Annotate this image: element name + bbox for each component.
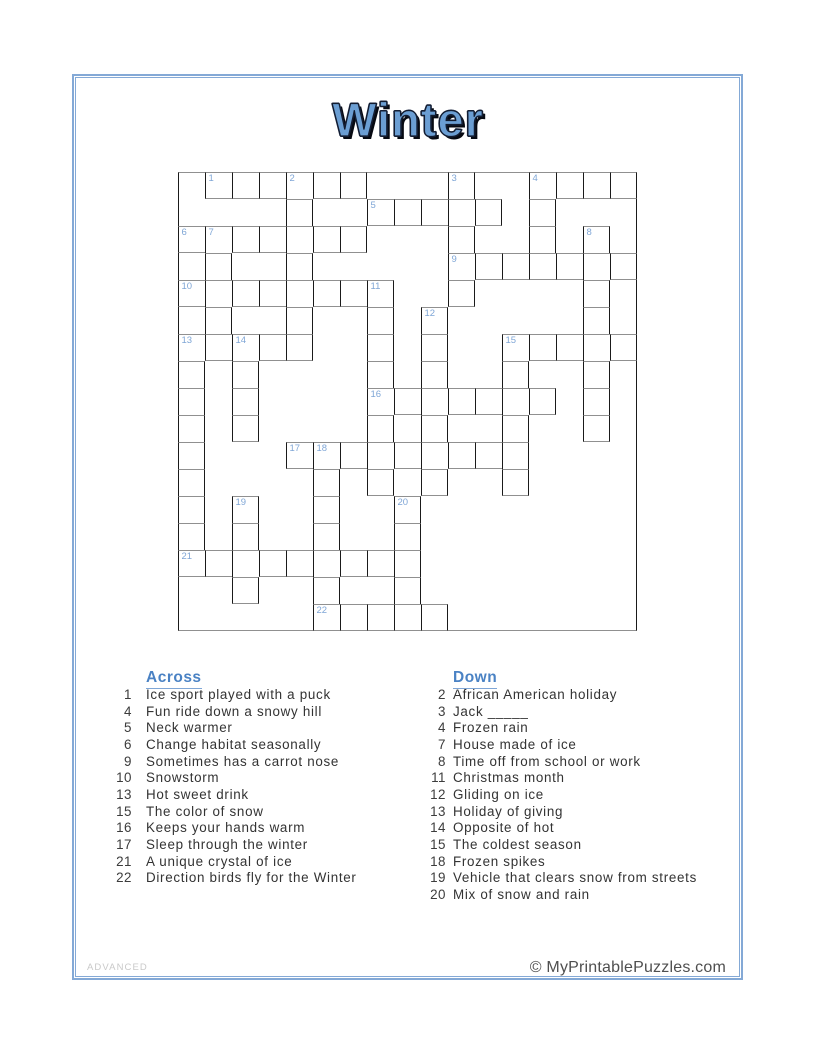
cell-number: 18 — [316, 443, 328, 454]
grid-cell[interactable] — [232, 280, 259, 307]
clue-text: The color of snow — [146, 803, 264, 819]
clue-number: 14 — [430, 820, 446, 836]
clue-row — [418, 737, 697, 754]
grid-cell[interactable] — [394, 496, 421, 523]
grid-cell[interactable] — [367, 469, 394, 496]
grid-cell[interactable] — [421, 415, 448, 442]
grid-cell[interactable] — [394, 523, 421, 550]
grid-cell[interactable] — [475, 442, 502, 469]
grid-cell[interactable] — [340, 442, 367, 469]
grid-cell[interactable] — [178, 361, 205, 388]
grid-cell[interactable] — [502, 253, 529, 280]
clue-text: Christmas month — [453, 770, 565, 786]
clue-text: House made of ice — [453, 736, 577, 752]
clue-text: Vehicle that clears snow from streets — [453, 870, 697, 886]
grid-cell[interactable] — [529, 226, 556, 253]
grid-cell[interactable] — [178, 442, 205, 469]
clue-number: 22 — [116, 870, 132, 886]
grid-cell[interactable] — [340, 172, 367, 199]
grid-cell[interactable] — [394, 199, 421, 226]
clue-number: 18 — [430, 853, 446, 869]
grid-cell[interactable] — [313, 496, 340, 523]
clue-text: Fun ride down a snowy hill — [146, 703, 322, 719]
grid-cell[interactable] — [367, 199, 394, 226]
grid-cell[interactable] — [421, 199, 448, 226]
grid-cell[interactable] — [448, 199, 475, 226]
clue-text: Hot sweet drink — [146, 786, 249, 802]
clue-text: Time off from school or work — [453, 753, 641, 769]
cell-number: 1 — [208, 173, 214, 184]
clue-number: 13 — [430, 803, 446, 819]
clue-text: Sleep through the winter — [146, 836, 308, 852]
grid-cell[interactable] — [259, 226, 286, 253]
down-header: Down — [453, 669, 497, 689]
grid-cell[interactable] — [556, 253, 583, 280]
cell-number: 11 — [370, 281, 381, 292]
clue-row — [104, 854, 357, 871]
cell-number: 9 — [451, 254, 457, 265]
clue-number: 5 — [124, 720, 132, 736]
grid-cell[interactable] — [313, 172, 340, 199]
grid-cell[interactable] — [313, 604, 340, 631]
clue-row — [418, 687, 697, 704]
grid-cell[interactable] — [394, 550, 421, 577]
clue-text: Opposite of hot — [453, 820, 555, 836]
grid-cell[interactable] — [178, 226, 205, 253]
crossword-grid — [178, 172, 637, 631]
grid-cell[interactable] — [178, 388, 205, 415]
grid-cell[interactable] — [232, 496, 259, 523]
clue-text: Direction birds fly for the Winter — [146, 870, 357, 886]
clue-number: 8 — [438, 753, 446, 769]
clue-number: 15 — [116, 803, 132, 819]
clue-number: 4 — [124, 703, 132, 719]
grid-cell[interactable] — [529, 253, 556, 280]
cell-number: 19 — [235, 497, 247, 508]
clue-row — [104, 737, 357, 754]
clue-text: Holiday of giving — [453, 803, 564, 819]
grid-cell[interactable] — [583, 280, 610, 307]
clue-number: 2 — [438, 687, 446, 702]
grid-cell[interactable] — [583, 334, 610, 361]
clue-number: 10 — [116, 770, 132, 786]
grid-cell[interactable] — [340, 604, 367, 631]
grid-cell[interactable] — [205, 172, 232, 199]
clue-number: 3 — [438, 703, 446, 719]
clue-number: 15 — [430, 836, 446, 852]
clue-row — [104, 704, 357, 721]
clue-row — [104, 770, 357, 787]
clue-number: 21 — [116, 853, 132, 869]
clue-row — [104, 787, 357, 804]
grid-cell[interactable] — [502, 469, 529, 496]
grid-cell[interactable] — [232, 388, 259, 415]
clue-text: African American holiday — [453, 687, 618, 702]
grid-cell[interactable] — [502, 442, 529, 469]
clue-text: A unique crystal of ice — [146, 853, 293, 869]
clue-row — [418, 837, 697, 854]
clue-text: Frozen rain — [453, 720, 529, 736]
clue-number: 1 — [124, 687, 132, 702]
grid-cell[interactable] — [367, 388, 394, 415]
grid-cell[interactable] — [448, 388, 475, 415]
grid-cell[interactable] — [313, 280, 340, 307]
grid-cell[interactable] — [421, 469, 448, 496]
clue-row — [418, 820, 697, 837]
grid-cell[interactable] — [313, 469, 340, 496]
grid-cell[interactable] — [232, 172, 259, 199]
grid-cell[interactable] — [232, 334, 259, 361]
grid-cell[interactable] — [394, 577, 421, 604]
grid-cell[interactable] — [502, 415, 529, 442]
clue-text: Ice sport played with a puck — [146, 687, 331, 702]
grid-cell[interactable] — [286, 253, 313, 280]
grid-cell[interactable] — [178, 334, 205, 361]
grid-cell[interactable] — [286, 442, 313, 469]
grid-cell[interactable] — [475, 388, 502, 415]
clue-row — [418, 704, 697, 721]
cell-number: 17 — [289, 443, 301, 454]
across-header: Across — [146, 669, 202, 689]
grid-cell[interactable] — [610, 334, 637, 361]
clue-number: 7 — [438, 736, 446, 752]
grid-cell[interactable] — [448, 280, 475, 307]
grid-cell[interactable] — [367, 334, 394, 361]
grid-cell[interactable] — [259, 172, 286, 199]
down-section — [453, 669, 497, 689]
grid-cell[interactable] — [448, 172, 475, 199]
grid-cell[interactable] — [421, 307, 448, 334]
grid-cell[interactable] — [178, 415, 205, 442]
grid-cell[interactable] — [448, 253, 475, 280]
grid-cell[interactable] — [556, 172, 583, 199]
clue-row — [104, 837, 357, 854]
down-clue-list — [418, 687, 697, 904]
grid-cell[interactable] — [475, 253, 502, 280]
grid-cell[interactable] — [178, 280, 205, 307]
grid-cell[interactable] — [232, 523, 259, 550]
grid-cell[interactable] — [610, 253, 637, 280]
clue-row — [418, 754, 697, 771]
grid-cell[interactable] — [232, 415, 259, 442]
cell-number: 12 — [424, 308, 436, 319]
grid-cell[interactable] — [448, 226, 475, 253]
clue-number: 4 — [438, 720, 446, 736]
grid-cell[interactable] — [529, 199, 556, 226]
grid-cell[interactable] — [259, 550, 286, 577]
across-clue-list — [104, 687, 357, 887]
clue-row — [418, 787, 697, 804]
cell-number: 13 — [181, 335, 193, 346]
grid-cell[interactable] — [367, 604, 394, 631]
grid-cell[interactable] — [259, 334, 286, 361]
puzzle-title: Winter — [332, 93, 484, 146]
clue-text: Sometimes has a carrot nose — [146, 753, 340, 769]
grid-cell[interactable] — [178, 550, 205, 577]
clue-text: Frozen spikes — [453, 853, 546, 869]
cell-number: 21 — [181, 551, 193, 562]
grid-cell[interactable] — [205, 280, 232, 307]
cell-number: 14 — [235, 335, 247, 346]
difficulty-label: ADVANCED — [87, 962, 148, 973]
grid-cell[interactable] — [421, 442, 448, 469]
clue-row — [104, 870, 357, 887]
clue-row — [104, 687, 357, 704]
clue-row — [418, 804, 697, 821]
cell-number: 20 — [397, 497, 409, 508]
clue-text: Snowstorm — [146, 770, 220, 786]
clue-row — [418, 770, 697, 787]
grid-cell[interactable] — [583, 361, 610, 388]
clue-text: The coldest season — [453, 836, 582, 852]
grid-cell[interactable] — [232, 550, 259, 577]
cell-number: 10 — [181, 281, 193, 292]
grid-cell[interactable] — [286, 199, 313, 226]
cell-number: 7 — [208, 227, 214, 238]
cell-number: 22 — [316, 605, 328, 616]
grid-cell[interactable] — [367, 307, 394, 334]
clue-row — [418, 870, 697, 887]
grid-cell[interactable] — [205, 226, 232, 253]
grid-cell[interactable] — [286, 226, 313, 253]
grid-cell[interactable] — [286, 550, 313, 577]
cell-number: 8 — [586, 227, 592, 238]
clue-number: 11 — [431, 770, 446, 786]
grid-cell[interactable] — [205, 334, 232, 361]
clue-number: 9 — [124, 753, 132, 769]
clue-row — [104, 754, 357, 771]
grid-cell[interactable] — [556, 334, 583, 361]
grid-cell[interactable] — [286, 280, 313, 307]
grid-cell[interactable] — [340, 550, 367, 577]
across-section — [146, 669, 202, 689]
clue-row — [418, 887, 697, 904]
grid-cell[interactable] — [340, 280, 367, 307]
grid-cell[interactable] — [394, 388, 421, 415]
grid-cell[interactable] — [367, 442, 394, 469]
grid-cell[interactable] — [421, 361, 448, 388]
clue-number: 6 — [124, 736, 132, 752]
grid-cell[interactable] — [313, 577, 340, 604]
clue-number: 13 — [116, 786, 132, 802]
clue-number: 20 — [430, 886, 446, 902]
grid-cell[interactable] — [178, 496, 205, 523]
grid-cell[interactable] — [610, 172, 637, 199]
grid-cell[interactable] — [529, 334, 556, 361]
grid-cell[interactable] — [286, 172, 313, 199]
clue-text: Gliding on ice — [453, 786, 544, 802]
grid-cell[interactable] — [475, 199, 502, 226]
grid-cell[interactable] — [421, 388, 448, 415]
grid-cell[interactable] — [232, 226, 259, 253]
grid-cell[interactable] — [529, 172, 556, 199]
grid-cell[interactable] — [583, 307, 610, 334]
grid-cell[interactable] — [583, 415, 610, 442]
grid-cell[interactable] — [205, 307, 232, 334]
grid-cell[interactable] — [394, 442, 421, 469]
clue-row — [418, 854, 697, 871]
grid-cell[interactable] — [232, 361, 259, 388]
cell-number: 6 — [181, 227, 187, 238]
clue-text: Neck warmer — [146, 720, 233, 736]
grid-cell[interactable] — [421, 604, 448, 631]
clue-number: 19 — [430, 870, 446, 886]
grid-cell[interactable] — [286, 307, 313, 334]
grid-cell[interactable] — [367, 415, 394, 442]
copyright-text: © MyPrintablePuzzles.com — [529, 959, 726, 976]
clue-text: Jack _____ — [453, 703, 529, 719]
grid-cell[interactable] — [313, 442, 340, 469]
cell-number: 4 — [532, 173, 538, 184]
clue-row — [104, 820, 357, 837]
grid-cell[interactable] — [286, 334, 313, 361]
grid-cell[interactable] — [313, 523, 340, 550]
grid-cell[interactable] — [421, 334, 448, 361]
grid-cell[interactable] — [502, 334, 529, 361]
grid-cell[interactable] — [502, 361, 529, 388]
grid-cell[interactable] — [367, 550, 394, 577]
clue-text: Mix of snow and rain — [453, 886, 590, 902]
grid-cell[interactable] — [178, 469, 205, 496]
clue-row — [104, 804, 357, 821]
clue-text: Keeps your hands warm — [146, 820, 306, 836]
clue-number: 17 — [116, 836, 132, 852]
grid-cell[interactable] — [205, 550, 232, 577]
cell-number: 16 — [370, 389, 382, 400]
cell-number: 15 — [505, 335, 517, 346]
grid-cell[interactable] — [313, 550, 340, 577]
cell-number: 5 — [370, 200, 376, 211]
clue-row — [418, 720, 697, 737]
grid-cell[interactable] — [259, 280, 286, 307]
cell-number: 3 — [451, 173, 457, 184]
grid-cell[interactable] — [583, 253, 610, 280]
grid-cell[interactable] — [340, 226, 367, 253]
grid-cell[interactable] — [232, 577, 259, 604]
clue-text: Change habitat seasonally — [146, 736, 322, 752]
grid-cell[interactable] — [583, 388, 610, 415]
grid-cell[interactable] — [583, 172, 610, 199]
grid-cell[interactable] — [448, 442, 475, 469]
grid-cell[interactable] — [583, 226, 610, 253]
grid-cell[interactable] — [367, 361, 394, 388]
clue-number: 12 — [430, 786, 446, 802]
grid-cell[interactable] — [367, 280, 394, 307]
grid-cell[interactable] — [205, 253, 232, 280]
grid-cell[interactable] — [529, 388, 556, 415]
cell-number: 2 — [289, 173, 295, 184]
grid-cell[interactable] — [313, 226, 340, 253]
grid-cell[interactable] — [394, 604, 421, 631]
clue-row — [104, 720, 357, 737]
grid-cell[interactable] — [178, 523, 205, 550]
grid-cell[interactable] — [502, 388, 529, 415]
clue-number: 16 — [116, 820, 132, 836]
